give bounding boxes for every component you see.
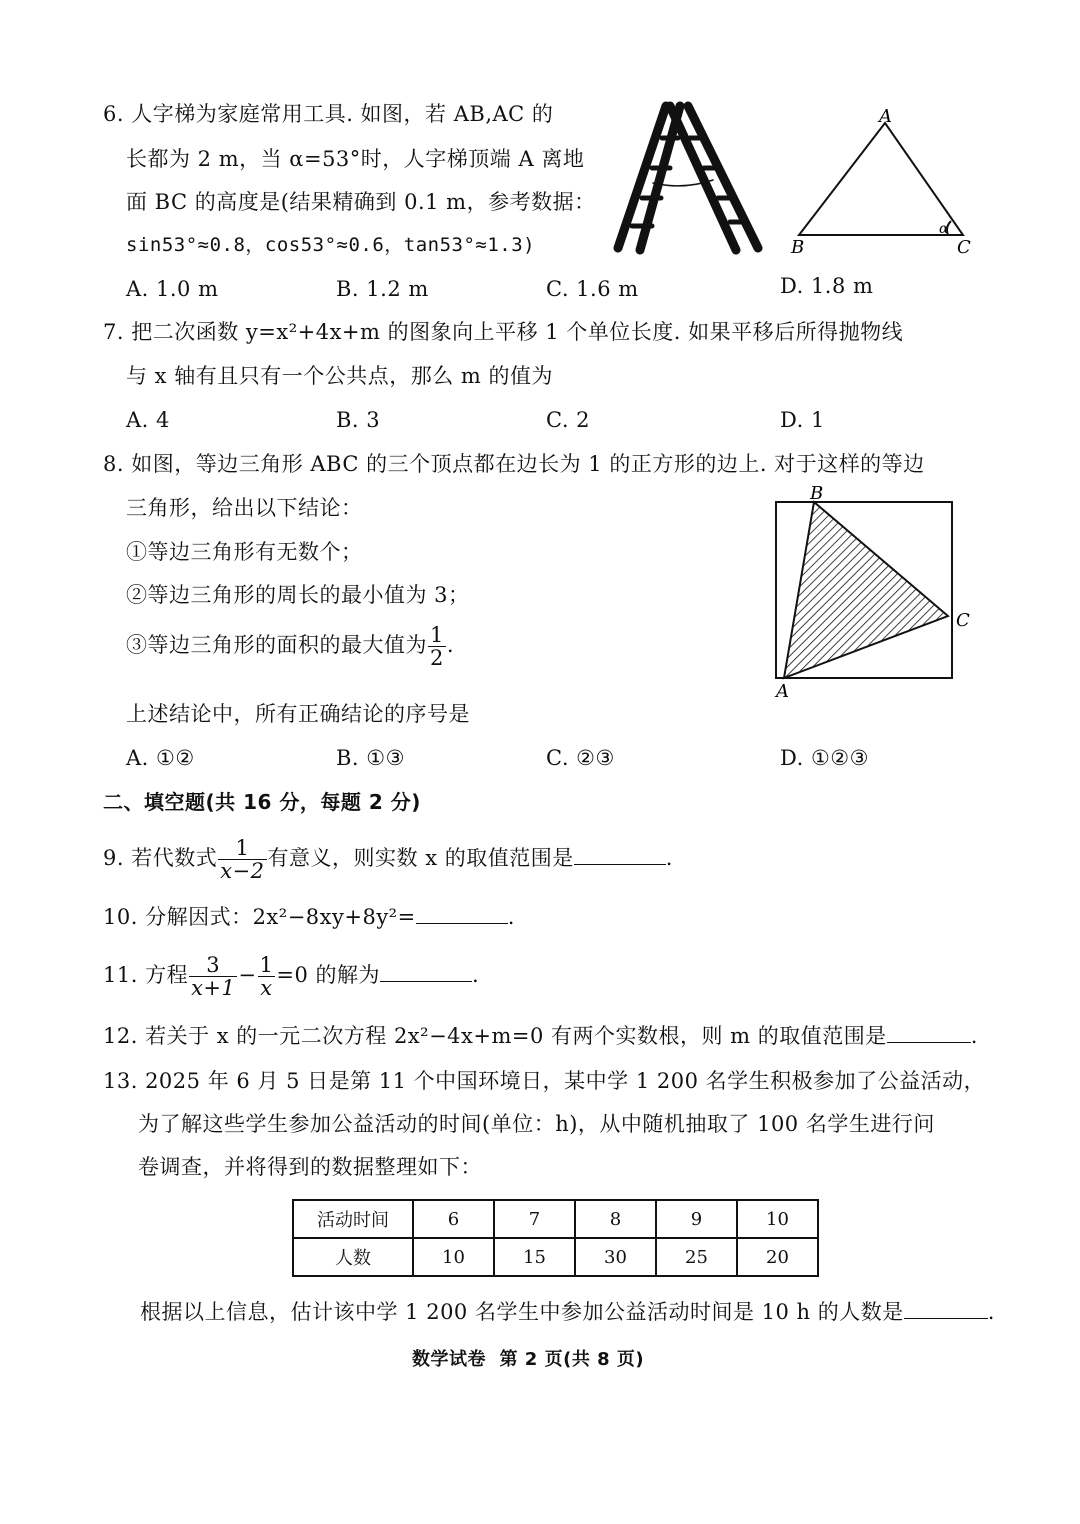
q6-line3: 面 BC 的高度是(结果精确到 0.1 m，参考数据：: [126, 190, 596, 214]
sq-label-b: B: [810, 483, 824, 504]
table-cell: 25: [656, 1238, 737, 1276]
q11-fraction-1: $\frac{3}{x+1}$: [191, 953, 236, 1000]
q8-option-b: B. ①③: [336, 746, 405, 770]
q9-fraction: $\frac{1}{x-2}$: [220, 836, 265, 883]
sq-label-a: A: [776, 681, 789, 702]
q8-option-a: A. ①②: [126, 746, 195, 770]
table-row: [293, 1238, 818, 1276]
table-cell: 6: [413, 1200, 494, 1238]
q13-answer-blank[interactable]: [904, 1298, 988, 1319]
q8-option-d: D. ①②③: [780, 746, 869, 770]
q6-option-a: A. 1.0 m: [126, 277, 219, 301]
table-cell: 15: [494, 1238, 575, 1276]
tri-label-alpha: α: [939, 221, 949, 237]
table-cell: 9: [656, 1200, 737, 1238]
q12: 12. 若关于 x 的一元二次方程 2x²−4x+m=0 有两个实数根，则 m 的取值范围是 .: [103, 1024, 978, 1048]
q11: 11. 方程 $\frac{3}{x+1}$ − $\frac{1}{x}$ =0 的解为 .: [103, 953, 480, 1000]
q8-c3-fraction: $\frac{1}{2}$: [430, 623, 444, 670]
tri-label-c: C: [957, 237, 971, 258]
q11-fraction-2: $\frac{1}{x}$: [259, 953, 274, 1000]
q13-line4: 根据以上信息，估计该中学 1 200 名学生中参加公益活动时间是 10 h 的人数是 .: [140, 1300, 995, 1324]
q7-option-a: A. 4: [126, 408, 170, 432]
q12-answer-blank[interactable]: [887, 1022, 971, 1043]
q8-conclusion-2: ②等边三角形的周长的最小值为 3；: [126, 583, 470, 607]
q6-line4: sin53°≈0.8，cos53°≈0.6，tan53°≈1.3): [126, 234, 536, 256]
q8-option-c: C. ②③: [546, 746, 615, 770]
q8-c3-text: ③等边三角形的面积的最大值为: [126, 633, 427, 657]
q8-line2: 三角形，给出以下结论：: [126, 496, 363, 520]
q9: 9. 若代数式 $\frac{1}{x-2}$ 有意义，则实数 x 的取值范围是 .: [103, 836, 673, 883]
q7-option-b: B. 3: [336, 408, 381, 432]
table-header-cell: 活动时间: [293, 1200, 413, 1238]
q8-conclusion-1: ①等边三角形有无数个；: [126, 540, 363, 564]
q8-line1: 8. 如图，等边三角形 ABC 的三个顶点都在边长为 1 的正方形的边上. 对于这样的等边: [103, 452, 925, 476]
q11-answer-blank[interactable]: [380, 961, 472, 982]
q6-line2: 长都为 2 m，当 α=53°时，人字梯顶端 A 离地: [126, 147, 585, 171]
q13-line1: 13. 2025 年 6 月 5 日是第 11 个中国环境日，某中学 1 200 名学生积极参加了公益活动，: [103, 1069, 986, 1093]
q13-line3: 卷调查，并将得到的数据整理如下：: [138, 1155, 482, 1179]
table-header-cell: 人数: [293, 1238, 413, 1276]
table-cell: 30: [575, 1238, 656, 1276]
q7-option-c: C. 2: [546, 408, 591, 432]
q7-line2: 与 x 轴有且只有一个公共点，那么 m 的值为: [126, 364, 553, 388]
table-cell: 20: [737, 1238, 818, 1276]
tri-label-b: B: [791, 237, 805, 258]
q8-question: 上述结论中，所有正确结论的序号是: [126, 702, 470, 726]
q6-option-c: C. 1.6 m: [546, 277, 639, 301]
q10-answer-blank[interactable]: [416, 903, 508, 924]
sq-label-c: C: [956, 610, 970, 631]
triangle-figure: [785, 105, 985, 260]
section-2-heading: 二、填空题(共 16 分，每题 2 分): [103, 790, 421, 814]
q8-conclusion-3: ③等边三角形的面积的最大值为 $\frac{1}{2}$ .: [126, 623, 455, 670]
q6-option-d: D. 1.8 m: [780, 274, 874, 298]
q7-option-d: D. 1: [780, 408, 825, 432]
q9-answer-blank[interactable]: [574, 844, 666, 865]
table-cell: 8: [575, 1200, 656, 1238]
tri-label-a: A: [879, 106, 892, 127]
page-footer: 数学试卷 第 2 页(共 8 页): [412, 1349, 645, 1370]
square-triangle-figure: [770, 480, 980, 705]
q6-option-b: B. 1.2 m: [336, 277, 429, 301]
q13-line2: 为了解这些学生参加公益活动的时间(单位：h)，从中随机抽取了 100 名学生进行问: [138, 1112, 935, 1136]
activity-table: [292, 1199, 819, 1277]
q6-line1: 6. 人字梯为家庭常用工具. 如图，若 AB,AC 的: [103, 102, 554, 126]
q10: 10. 分解因式：2x²−8xy+8y²= .: [103, 905, 515, 929]
q7-line1: 7. 把二次函数 y=x²+4x+m 的图象向上平移 1 个单位长度. 如果平移后所得抛物线: [103, 320, 904, 344]
table-row: [293, 1200, 818, 1238]
table-cell: 10: [737, 1200, 818, 1238]
table-cell: 10: [413, 1238, 494, 1276]
ladder-image: [608, 98, 768, 258]
table-cell: 7: [494, 1200, 575, 1238]
